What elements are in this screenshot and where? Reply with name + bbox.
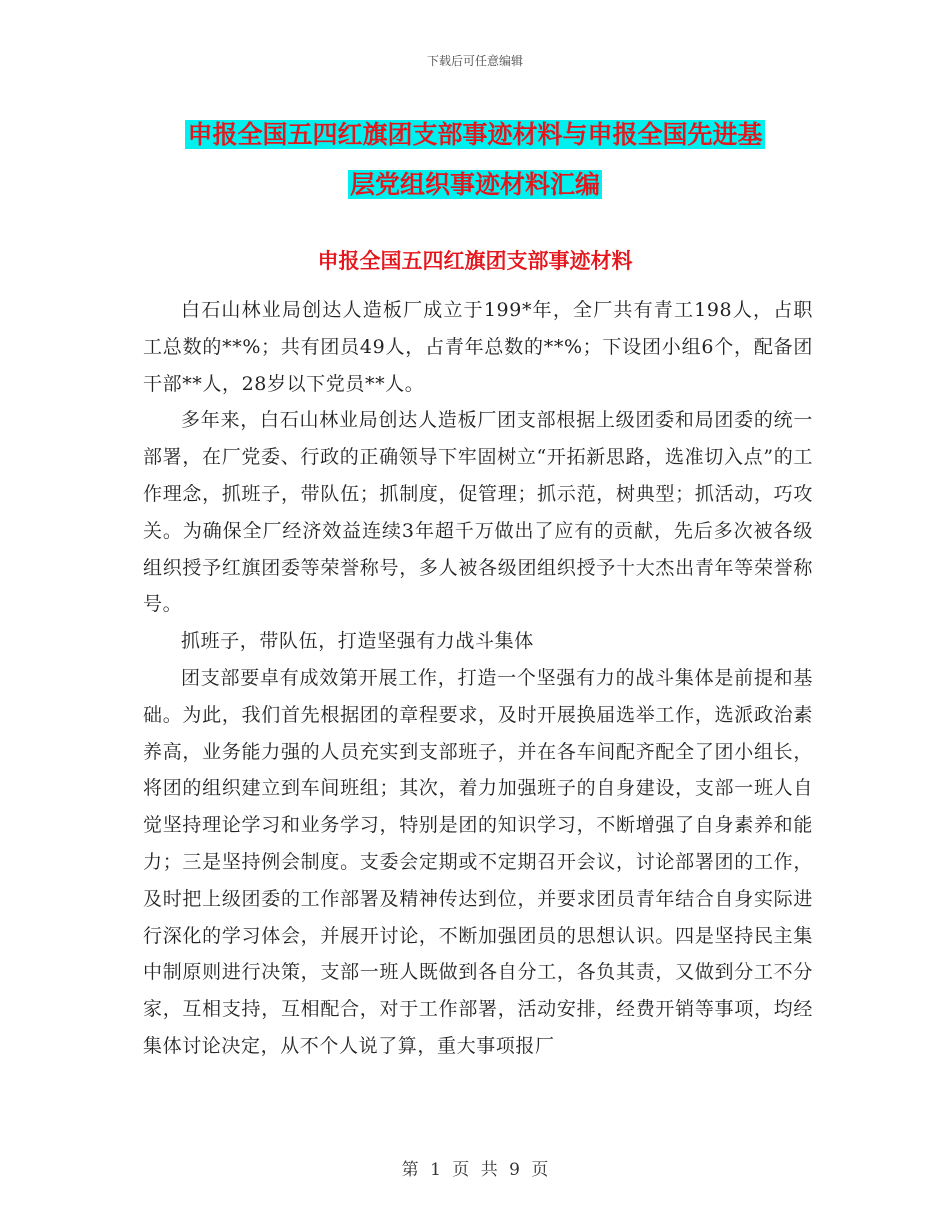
paragraph: 多年来，白石山林业局创达人造板厂团支部根据上级团委和局团委的统一部署，在厂党委、行政的正确领导下牢固树立“开拓新思路，选准切入点”的工作理念，抓班子，带队伍；抓制度，促管理；抓示范，树典型；抓活动，巧攻关。为确保全厂经济效益连续3年超千万做出了应有的贡献，先后多次被各级组织授予红旗团委等荣誉称号，多人被各级团组织授予十大杰出青年等荣誉称号。 <box>143 409 813 616</box>
document-title <box>0 110 950 210</box>
header-note: 下载后可任意编辑 <box>426 54 523 68</box>
section-title: 申报全国五四红旗团支部事迹材料 <box>317 249 633 273</box>
document-body <box>143 292 813 1065</box>
paragraph: 团支部要卓有成效第开展工作，打造一个坚强有力的战斗集体是前提和基础。为此，我们首先根据团的章程要求，及时开展换届选举工作，选派政治素养高，业务能力强的人员充实到支部班子，并在各车间配齐配全了团小组长，将团的组织建立到车间班组；其次，着力加强班子的自身建设，支部一班人自觉坚持理论学习和业务学习，特别是团的知识学习，不断增强了自身素养和能力；三是坚持例会制度。支委会定期或不定期召开会议，讨论部署团的工作，及时把上级团委的工作部署及精神传达到位，并要求团员青年结合自身实际进行深化的学习体会，并展开讨论，不断加强团员的思想认识。四是坚持民主集中制原则进行决策，支部一班人既做到各自分工，各负其责，又做到分工不分家，互相支持，互相配合，对于工作部署，活动安排，经费开销等事项，均经集体讨论决定，从不个人说了算，重大事项报厂 <box>143 666 813 1057</box>
paragraph: 白石山林业局创达人造板厂成立于199*年，全厂共有青工198人，占职工总数的**%；共有团员49人，占青年总数的**%；下设团小组6个，配备团干部**人，28岁以下党员**人。 <box>143 299 813 395</box>
subheading-paragraph: 抓班子，带队伍，打造坚强有力战斗集体 <box>181 630 534 653</box>
page-footer: 第 1 页 共 9 页 <box>401 1160 549 1180</box>
document-title-line-1: 申报全国五四红旗团支部事迹材料与申报全国先进基 <box>187 120 763 149</box>
document-title-line-2: 层党组织事迹材料汇编 <box>349 170 600 199</box>
